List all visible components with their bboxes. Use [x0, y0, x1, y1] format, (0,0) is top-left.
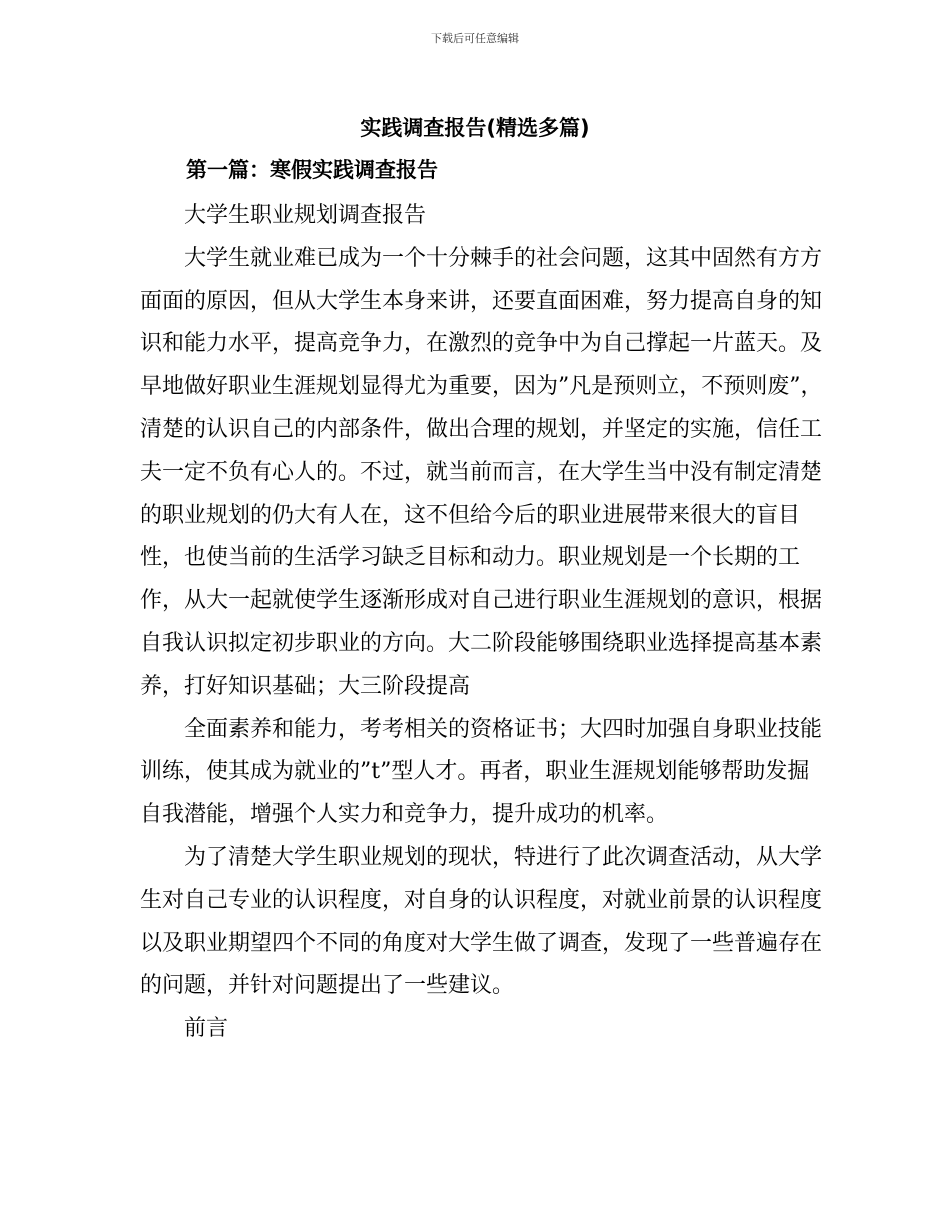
body-text [140, 195, 830, 1051]
document-title: 实践调查报告(精选多篇) [360, 116, 590, 140]
paragraph-heading-preface: 前言 [184, 1016, 229, 1042]
paragraph-subtitle: 大学生职业规划调查报告 [184, 203, 427, 228]
header-note: 下载后可任意编辑 [431, 32, 519, 45]
paragraph: 大学生就业难已成为一个十分棘手的社会问题，这其中固然有方方面面的原因，但从大学生本身来讲，还要直面困难，努力提高自身的知识和能力水平，提高竞争力，在激烈的竞争中为自己撑起一片蓝天。及早地做好职业生涯规划显得尤为重要，因为”凡是预则立，不预则废”，清楚的认识自己的内部条件，做出合理的规划，并坚定的实施，信任工夫一定不负有心人的。不过，就当前而言，在大学生当中没有制定清楚的职业规划的仍大有人在，这不但给今后的职业进展带来很大的盲目性，也使当前的生活学习缺乏目标和动力。职业规划是一个长期的工作，从大一起就使学生逐渐形成对自己进行职业生涯规划的意识，根据自我认识拟定初步职业的方向。大二阶段能够围绕职业选择提高基本素养，打好知识基础；大三阶段提高 [140, 245, 823, 699]
paragraph: 全面素养和能力，考考相关的资格证书；大四时加强自身职业技能训练，使其成为就业的”t”型人才。再者，职业生涯规划能够帮助发掘自我潜能，增强个人实力和竞争力，提升成功的机率。 [140, 716, 823, 828]
section-heading: 第一篇：寒假实践调查报告 [186, 158, 438, 182]
paragraph: 为了清楚大学生职业规划的现状，特进行了此次调查活动，从大学生对自己专业的认识程度，对自身的认识程度，对就业前景的认识程度以及职业期望四个不同的角度对大学生做了调查，发现了一些普遍存在的问题，并针对问题提出了一些建议。 [140, 844, 823, 999]
